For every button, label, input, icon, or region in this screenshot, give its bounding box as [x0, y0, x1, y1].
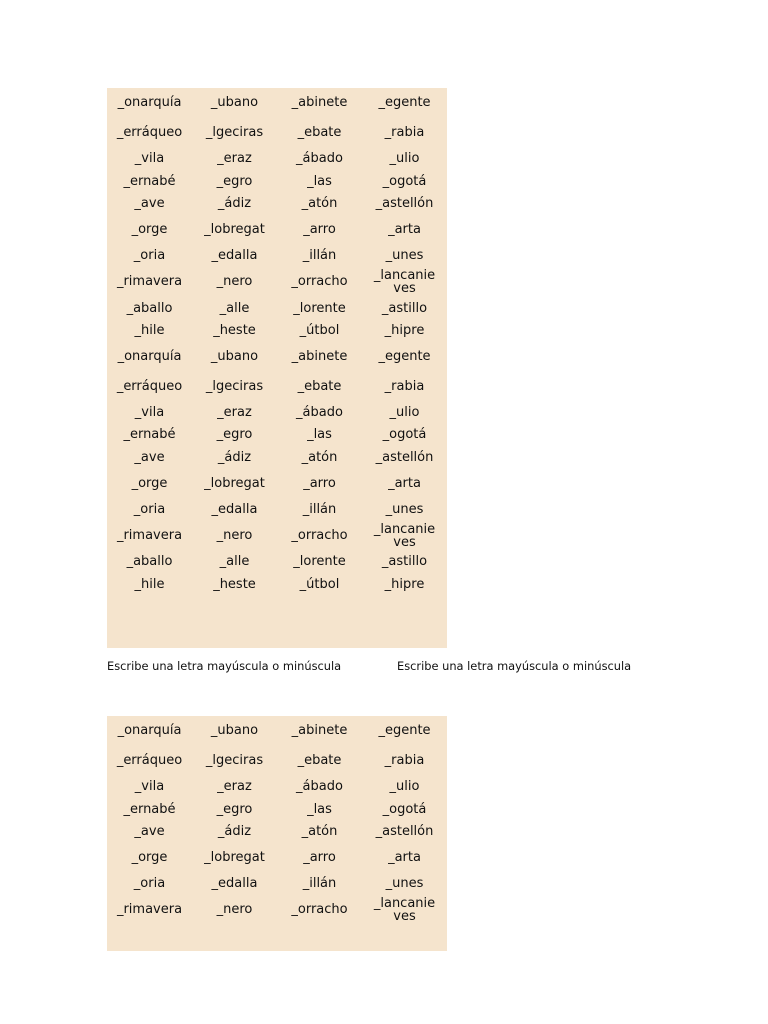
word-text: _aballo	[126, 300, 173, 316]
word-cell	[192, 798, 277, 821]
word-text: _atón	[301, 196, 338, 212]
word-cell	[362, 371, 447, 401]
word-text: _edalla	[211, 248, 258, 264]
word-text: _onarquía	[117, 723, 182, 739]
word-text: _ernabé	[123, 801, 176, 817]
word-cell	[192, 342, 277, 372]
word-cell	[192, 895, 277, 925]
word-cell	[277, 746, 362, 776]
word-text: _orracho	[291, 528, 348, 544]
word-cell	[277, 147, 362, 170]
table-row	[107, 267, 447, 297]
word-text: _orge	[131, 850, 168, 866]
word-text: _egente	[378, 349, 431, 365]
word-text: _illán	[302, 502, 337, 518]
word-cell	[107, 573, 192, 596]
word-text: _nero	[216, 528, 253, 544]
word-cell	[277, 424, 362, 447]
word-cell	[362, 798, 447, 821]
word-text: _egro	[216, 173, 253, 189]
word-cell	[362, 843, 447, 873]
word-text: _ogotá	[382, 173, 427, 189]
word-cell	[192, 716, 277, 746]
word-cell	[277, 895, 362, 925]
word-cell	[107, 297, 192, 320]
word-text: _eraz	[217, 779, 252, 795]
word-cell	[192, 118, 277, 148]
word-text: _ábado	[296, 779, 343, 795]
word-cell	[362, 245, 447, 268]
word-cell	[107, 215, 192, 245]
word-text: _lorente	[293, 554, 346, 570]
word-cell	[192, 371, 277, 401]
word-cell	[107, 820, 192, 843]
word-cell	[362, 446, 447, 469]
word-text: _astellón	[375, 449, 434, 465]
word-text: _ebate	[297, 753, 342, 769]
word-text: _ogotá	[382, 427, 427, 443]
word-text: _heste	[213, 576, 256, 592]
word-text: _arta	[388, 222, 421, 238]
word-text: _ebate	[297, 378, 342, 394]
word-cell	[107, 118, 192, 148]
table-row	[107, 775, 447, 798]
word-text: _arta	[388, 475, 421, 491]
word-cell	[277, 215, 362, 245]
word-text: _illán	[302, 248, 337, 264]
word-text: _lobregat	[204, 850, 265, 866]
table-row	[107, 716, 447, 746]
word-text: _ulio	[389, 404, 420, 420]
word-text: _oria	[133, 248, 166, 264]
table-row	[107, 297, 447, 320]
word-cell	[277, 401, 362, 424]
word-text: _unes	[385, 502, 424, 518]
word-text: _arro	[303, 475, 336, 491]
table-row	[107, 319, 447, 342]
word-cell	[362, 746, 447, 776]
word-text: _eraz	[217, 151, 252, 167]
word-cell	[192, 521, 277, 551]
word-cell	[192, 267, 277, 297]
word-cell	[107, 843, 192, 873]
word-cell	[362, 820, 447, 843]
word-cell	[277, 88, 362, 118]
word-cell	[192, 424, 277, 447]
word-text: _ave	[134, 824, 165, 840]
word-text: _astillo	[381, 554, 428, 570]
word-text: _hile	[134, 323, 165, 338]
word-cell	[192, 551, 277, 574]
word-cell	[192, 401, 277, 424]
word-cell	[277, 297, 362, 320]
word-cell	[362, 424, 447, 447]
word-cell	[362, 551, 447, 574]
word-cell	[107, 446, 192, 469]
table-row	[107, 371, 447, 401]
table-row	[107, 498, 447, 521]
word-cell	[192, 820, 277, 843]
word-text: _vila	[134, 151, 165, 167]
word-text: _lorente	[293, 300, 346, 316]
instruction-caption-left: Escribe una letra mayúscula o minúscula	[107, 659, 342, 673]
word-cell	[107, 521, 192, 551]
word-text: _unes	[385, 248, 424, 264]
word-cell	[362, 192, 447, 215]
table-row	[107, 521, 447, 551]
word-cell	[192, 446, 277, 469]
word-text: _ubano	[210, 95, 259, 111]
word-cell	[362, 401, 447, 424]
word-text: _lobregat	[204, 475, 265, 491]
table-row	[107, 215, 447, 245]
word-cell	[277, 342, 362, 372]
word-cell	[277, 245, 362, 268]
word-cell	[362, 267, 447, 297]
word-text: _rimavera	[116, 528, 183, 544]
word-cell	[107, 342, 192, 372]
word-cell	[362, 873, 447, 896]
word-text: _ernabé	[123, 173, 176, 189]
word-text: _vila	[134, 404, 165, 420]
word-text: _orracho	[291, 902, 348, 918]
word-cell	[192, 469, 277, 499]
word-cell	[107, 775, 192, 798]
word-cell	[192, 170, 277, 193]
table-row	[107, 446, 447, 469]
word-cell	[277, 798, 362, 821]
word-text: _lancanieves	[373, 521, 436, 550]
word-text: _hile	[134, 576, 165, 592]
word-text: _ádiz	[217, 196, 252, 212]
word-cell	[192, 147, 277, 170]
word-cell	[362, 88, 447, 118]
word-cell	[277, 469, 362, 499]
word-text: _ave	[134, 196, 165, 212]
word-text: _orracho	[291, 274, 348, 290]
word-cell	[192, 215, 277, 245]
word-text: _rabia	[384, 125, 425, 141]
word-text: _rabia	[384, 753, 425, 769]
word-cell	[107, 147, 192, 170]
word-text: _oria	[133, 502, 166, 518]
word-text: _ádiz	[217, 449, 252, 465]
word-cell	[362, 498, 447, 521]
word-text: _lgeciras	[205, 125, 264, 141]
word-cell	[362, 573, 447, 596]
word-cell	[107, 371, 192, 401]
word-cell	[107, 895, 192, 925]
word-text: _rabia	[384, 378, 425, 394]
word-cell	[107, 170, 192, 193]
table-row	[107, 843, 447, 873]
word-text: _abinete	[291, 723, 348, 739]
word-text: _abinete	[291, 349, 348, 365]
table-row	[107, 798, 447, 821]
table-row	[107, 746, 447, 776]
word-text: _oria	[133, 876, 166, 892]
word-cell	[362, 319, 447, 342]
word-cell	[362, 215, 447, 245]
word-text: _aballo	[126, 554, 173, 570]
word-cell	[362, 342, 447, 372]
word-text: _ábado	[296, 151, 343, 167]
word-text: _erráqueo	[116, 378, 183, 394]
word-text: _ubano	[210, 349, 259, 365]
word-cell	[107, 88, 192, 118]
word-grid-1	[107, 88, 447, 648]
word-text: _ábado	[296, 404, 343, 420]
table-row	[107, 895, 447, 925]
word-cell	[362, 521, 447, 551]
word-text: _orge	[131, 475, 168, 491]
table-row	[107, 873, 447, 896]
word-cell	[107, 498, 192, 521]
word-text: _egro	[216, 801, 253, 817]
word-text: _rimavera	[116, 902, 183, 918]
word-cell	[192, 873, 277, 896]
table-row	[107, 342, 447, 372]
word-cell	[107, 746, 192, 776]
word-text: _útbol	[299, 576, 340, 592]
word-grid-2	[107, 716, 447, 951]
word-cell	[277, 716, 362, 746]
table-row	[107, 573, 447, 596]
word-text: _ernabé	[123, 427, 176, 443]
word-text: _arro	[303, 850, 336, 866]
word-text: _onarquía	[117, 95, 182, 111]
word-text: _abinete	[291, 95, 348, 111]
word-text: _ádiz	[217, 824, 252, 840]
word-cell	[277, 521, 362, 551]
word-cell	[192, 297, 277, 320]
instruction-caption-right: Escribe una letra mayúscula o minúscula	[397, 659, 632, 673]
word-text: _illán	[302, 876, 337, 892]
word-text: _ebate	[297, 125, 342, 141]
word-cell	[192, 746, 277, 776]
word-text: _lancanieves	[373, 895, 436, 924]
word-text: _ulio	[389, 151, 420, 167]
word-text: _astellón	[375, 196, 434, 212]
word-text: _vila	[134, 779, 165, 795]
word-text: _heste	[213, 323, 256, 338]
table-row	[107, 424, 447, 447]
word-cell	[362, 297, 447, 320]
table-row	[107, 551, 447, 574]
word-cell	[362, 469, 447, 499]
word-text: _lobregat	[204, 222, 265, 238]
table-row	[107, 192, 447, 215]
word-cell	[192, 775, 277, 798]
word-text: _útbol	[299, 323, 340, 338]
word-cell	[192, 319, 277, 342]
word-cell	[277, 820, 362, 843]
word-text: _lancanieves	[373, 267, 436, 296]
word-text: _ogotá	[382, 801, 427, 817]
word-cell	[362, 118, 447, 148]
word-cell	[192, 573, 277, 596]
word-cell	[107, 192, 192, 215]
word-text: _ubano	[210, 723, 259, 739]
word-text: _orge	[131, 222, 168, 238]
word-cell	[192, 192, 277, 215]
word-cell	[107, 245, 192, 268]
word-cell	[362, 775, 447, 798]
word-text: _egente	[378, 95, 431, 111]
word-cell	[277, 498, 362, 521]
word-text: _edalla	[211, 876, 258, 892]
word-cell	[107, 401, 192, 424]
table-row	[107, 88, 447, 118]
word-cell	[192, 88, 277, 118]
table-row	[107, 820, 447, 843]
table-row	[107, 245, 447, 268]
word-text: _atón	[301, 824, 338, 840]
word-cell	[107, 319, 192, 342]
word-cell	[362, 147, 447, 170]
word-cell	[277, 843, 362, 873]
word-text: _astellón	[375, 824, 434, 840]
word-text: _onarquía	[117, 349, 182, 365]
word-cell	[277, 319, 362, 342]
word-text: _rimavera	[116, 274, 183, 290]
word-text: _lgeciras	[205, 753, 264, 769]
word-text: _egro	[216, 427, 253, 443]
word-cell	[362, 716, 447, 746]
word-text: _hipre	[384, 323, 425, 338]
word-cell	[277, 873, 362, 896]
word-text: _edalla	[211, 502, 258, 518]
word-text: _nero	[216, 274, 253, 290]
word-cell	[192, 498, 277, 521]
word-text: _astillo	[381, 300, 428, 316]
table-row	[107, 469, 447, 499]
word-cell	[277, 371, 362, 401]
word-cell	[192, 245, 277, 268]
word-text: _las	[307, 173, 332, 189]
word-text: _hipre	[384, 576, 425, 592]
word-cell	[277, 192, 362, 215]
word-cell	[107, 551, 192, 574]
word-text: _las	[307, 427, 332, 443]
word-cell	[277, 267, 362, 297]
table-row	[107, 118, 447, 148]
word-text: _lgeciras	[205, 378, 264, 394]
word-cell	[277, 118, 362, 148]
word-text: _ave	[134, 449, 165, 465]
word-cell	[107, 716, 192, 746]
word-cell	[277, 775, 362, 798]
table-row	[107, 147, 447, 170]
word-text: _eraz	[217, 404, 252, 420]
word-text: _ulio	[389, 779, 420, 795]
word-cell	[277, 170, 362, 193]
word-cell	[277, 573, 362, 596]
word-text: _las	[307, 801, 332, 817]
word-text: _alle	[219, 554, 250, 570]
word-text: _unes	[385, 876, 424, 892]
word-cell	[107, 424, 192, 447]
word-cell	[107, 873, 192, 896]
word-cell	[192, 843, 277, 873]
word-text: _alle	[219, 300, 250, 316]
word-text: _erráqueo	[116, 125, 183, 141]
word-cell	[362, 895, 447, 925]
word-text: _nero	[216, 902, 253, 918]
word-text: _atón	[301, 449, 338, 465]
table-row	[107, 401, 447, 424]
table-row	[107, 170, 447, 193]
word-text: _erráqueo	[116, 753, 183, 769]
word-cell	[107, 469, 192, 499]
word-cell	[277, 446, 362, 469]
word-text: _egente	[378, 723, 431, 739]
word-cell	[107, 267, 192, 297]
word-cell	[362, 170, 447, 193]
word-text: _arro	[303, 222, 336, 238]
word-text: _arta	[388, 850, 421, 866]
word-cell	[107, 798, 192, 821]
word-cell	[277, 551, 362, 574]
